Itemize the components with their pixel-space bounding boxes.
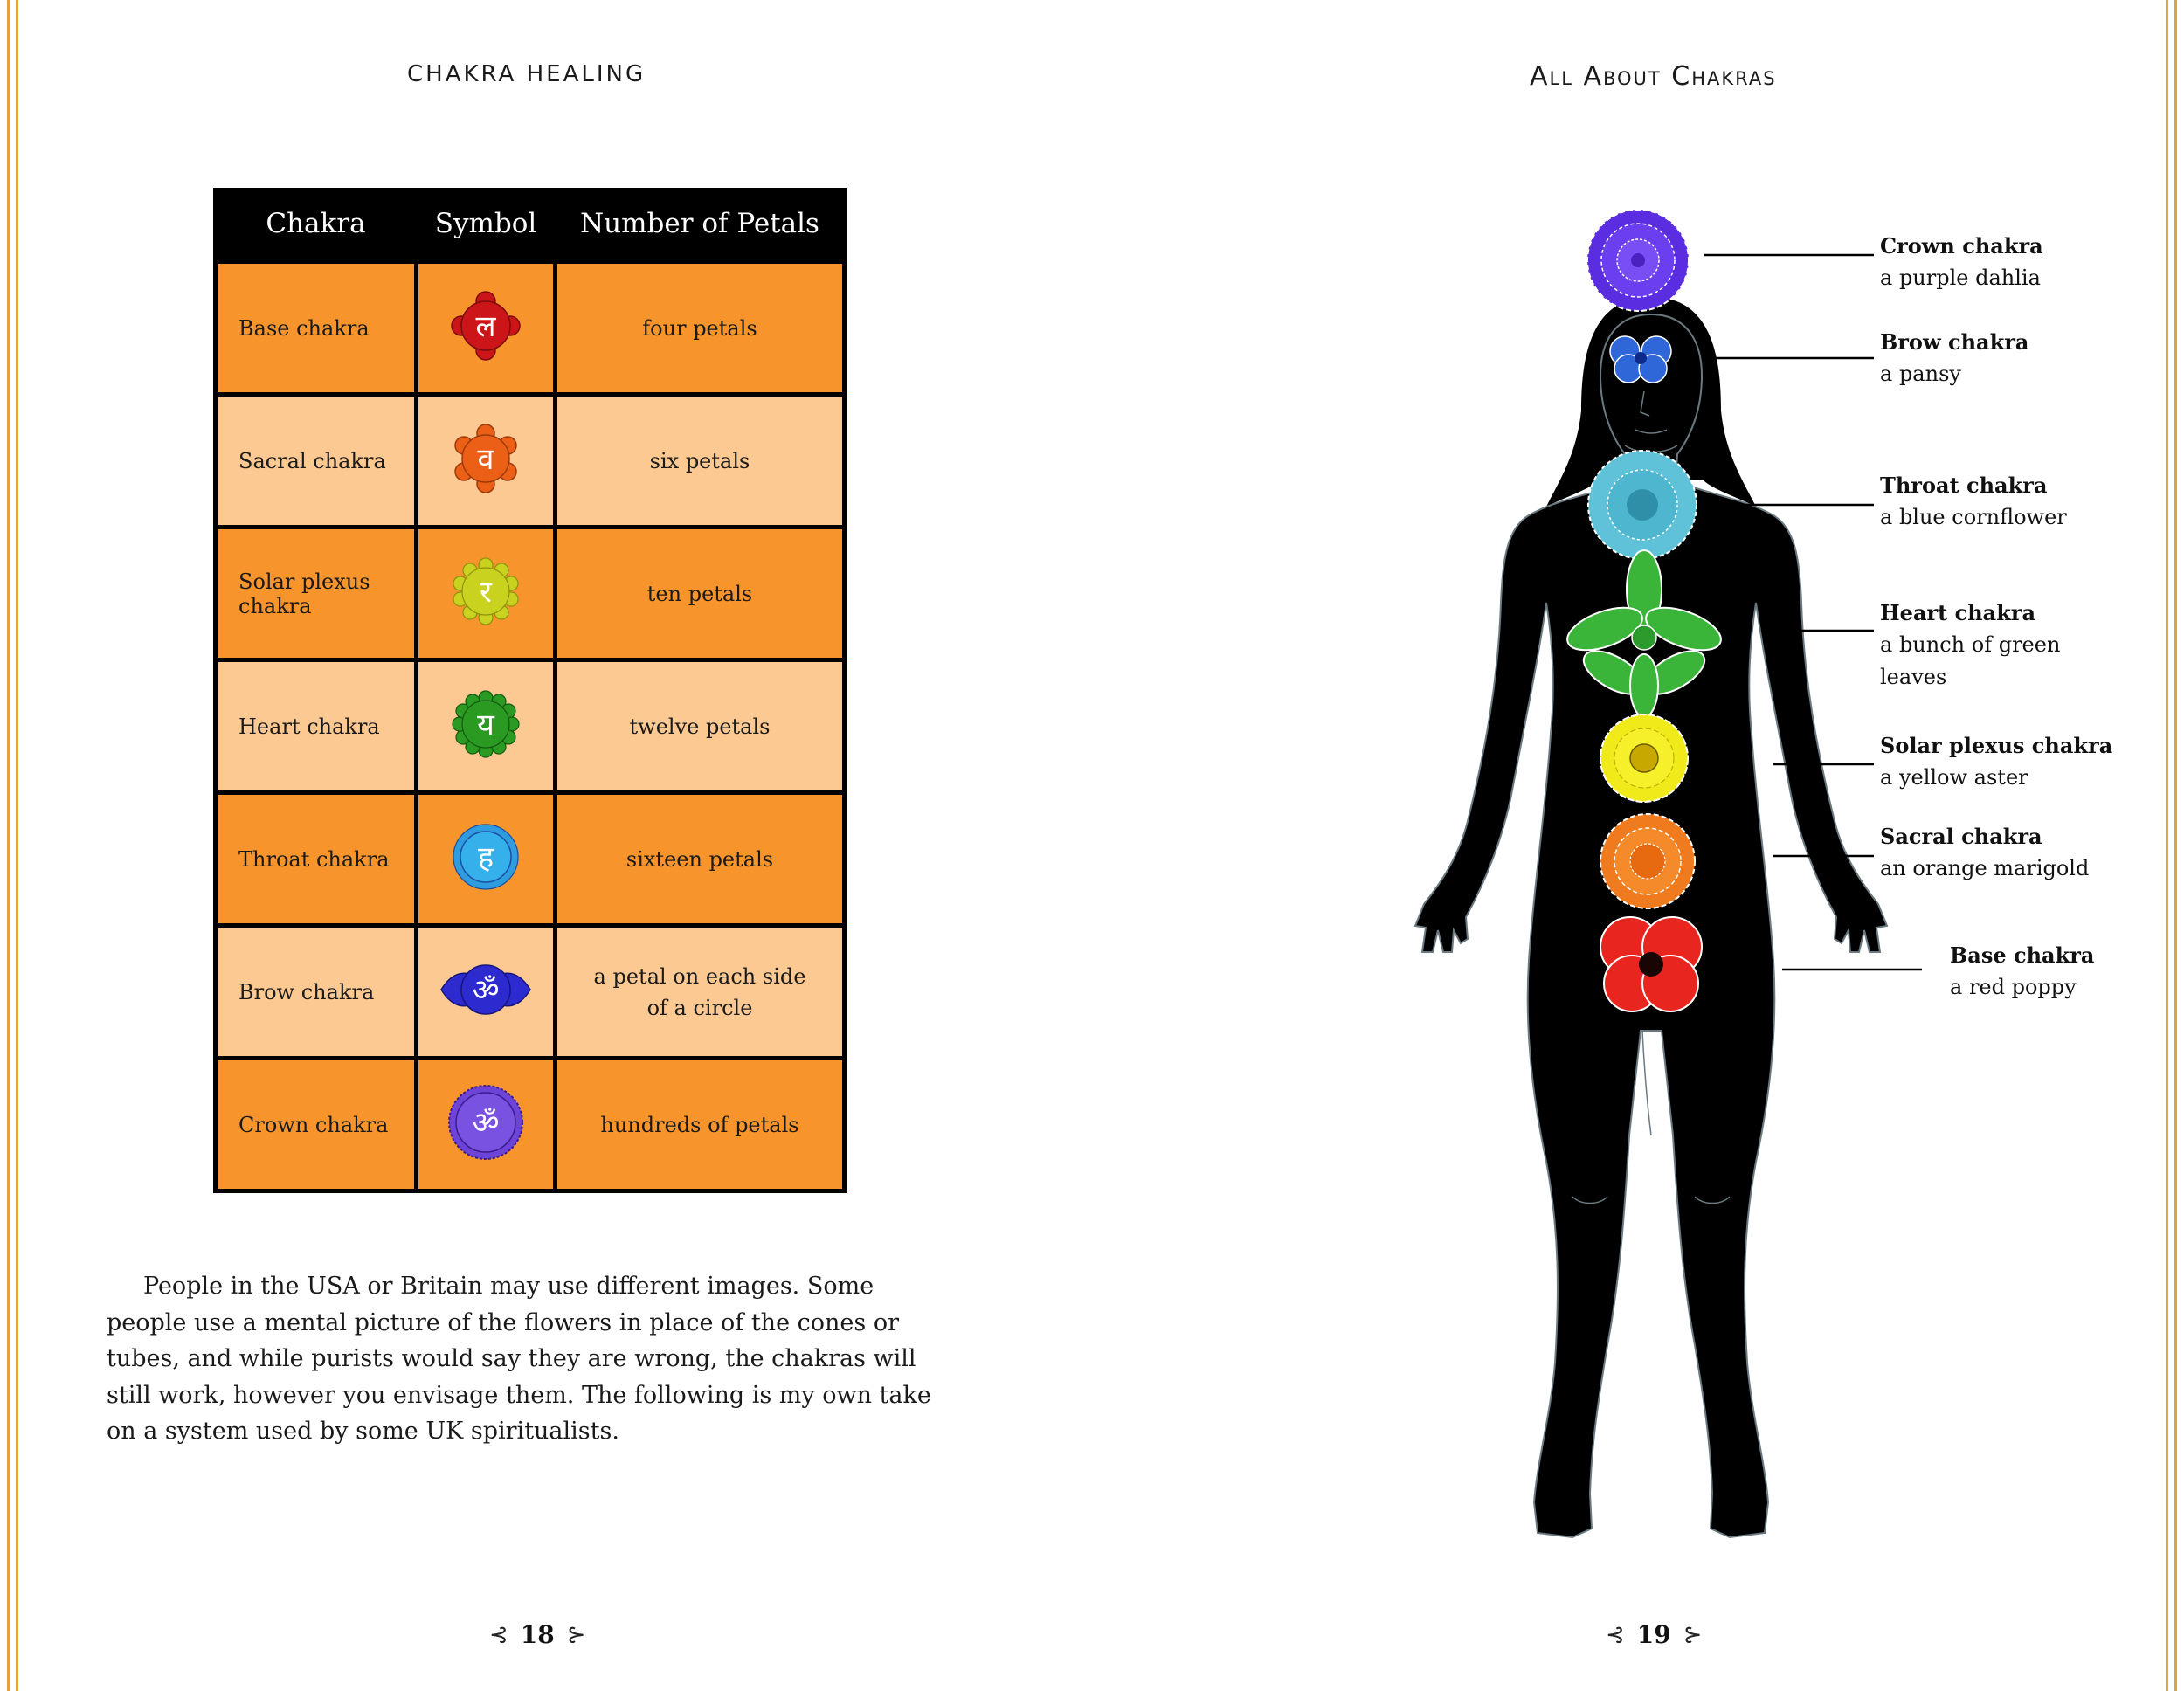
petal-count: hundreds of petals (556, 1059, 845, 1191)
label-title: Solar plexus chakra (1880, 733, 2113, 758)
symbol-glyph: ॐ (472, 1105, 500, 1141)
ornament-right-icon: ⊱ (1683, 1621, 1703, 1648)
page-edge-right-outer (2174, 0, 2177, 1691)
symbol-glyph: व (477, 441, 494, 477)
heart-chakra-symbol-icon (417, 660, 556, 793)
chakra-name: Throat chakra (216, 793, 417, 926)
chakra-name: Crown chakra (216, 1059, 417, 1191)
symbol-glyph: ल (475, 308, 496, 344)
label-title: Brow chakra (1880, 329, 2029, 355)
petal-count: ten petals (556, 528, 845, 660)
table-header-row (216, 188, 845, 262)
ornament-left-icon: ⊰ (1606, 1621, 1625, 1648)
label-solar-plexus (1880, 729, 2112, 794)
label-desc: a yellow aster (1880, 765, 2028, 790)
header-petals: Number of Petals (556, 188, 845, 262)
label-title: Sacral chakra (1880, 824, 2042, 849)
table-row (216, 395, 845, 528)
chakra-name: Base chakra (216, 262, 417, 395)
header-chakra: Chakra (216, 188, 417, 262)
solar-plexus-symbol-icon (417, 528, 556, 660)
petal-count: six petals (556, 395, 845, 528)
label-desc: an orange marigold (1880, 856, 2090, 880)
label-sacral (1880, 820, 2089, 885)
label-desc: a purple dahlia (1880, 266, 2041, 290)
symbol-glyph: र (480, 574, 492, 610)
throat-chakra-symbol-icon (417, 793, 556, 926)
symbol-glyph: य (477, 707, 494, 742)
page-edge-right-inner (2166, 0, 2168, 1691)
table-row (216, 926, 845, 1059)
petal-count: twelve petals (556, 660, 845, 793)
table-row (216, 660, 845, 793)
chakra-table (213, 188, 847, 1193)
running-head-left: CHAKRA HEALING (407, 61, 646, 87)
chakra-name: Sacral chakra (216, 395, 417, 528)
label-title: Base chakra (1950, 942, 2095, 968)
table-row (216, 1059, 845, 1191)
throat-cornflower-icon (1588, 451, 1697, 559)
human-figure-illustration (1363, 192, 1922, 1563)
ornament-right-icon: ⊱ (566, 1621, 586, 1648)
table-row (216, 262, 845, 395)
table-row (216, 528, 845, 660)
solar-plexus-aster-icon (1600, 714, 1688, 802)
label-title: Crown chakra (1880, 233, 2043, 259)
brow-chakra-symbol-icon (417, 926, 556, 1059)
label-desc: a bunch of green leaves (1880, 632, 2061, 689)
page-number-right (1606, 1620, 1703, 1649)
label-throat (1880, 469, 2067, 534)
chakra-name: Heart chakra (216, 660, 417, 793)
ornament-left-icon: ⊰ (489, 1621, 508, 1648)
header-symbol: Symbol (417, 188, 556, 262)
page-number-left (489, 1620, 586, 1649)
page-number: 19 (1636, 1620, 1671, 1649)
label-base (1950, 939, 2094, 1004)
body-paragraph: People in the USA or Britain may use different images. Some people use a mental picture of the flowers in place of the cones or tubes, and while purists would say they are wrong, the chakras will still work, however you envisage them. The following is my own take on a system used by some UK spiritualists. (107, 1273, 931, 1445)
label-brow (1880, 326, 2028, 390)
table-row (216, 793, 845, 926)
petal-count: a petal on each side of a circle (556, 926, 845, 1059)
chakra-name: Brow chakra (216, 926, 417, 1059)
symbol-glyph: ॐ (472, 972, 500, 1008)
crown-chakra-symbol-icon (417, 1059, 556, 1191)
symbol-glyph: ह (477, 839, 494, 875)
chakra-name: Solar plexus chakra (216, 528, 417, 660)
base-chakra-symbol-icon (417, 262, 556, 395)
base-poppy-icon (1600, 917, 1702, 1011)
running-head-right: All About Chakras (1530, 61, 1777, 92)
page-edge-left-outer (7, 0, 10, 1691)
label-desc: a blue cornflower (1880, 505, 2067, 529)
page-number: 18 (520, 1620, 555, 1649)
crown-dahlia-icon (1587, 210, 1689, 311)
label-title: Heart chakra (1880, 600, 2036, 625)
petal-count: sixteen petals (556, 793, 845, 926)
label-desc: a red poppy (1950, 975, 2077, 999)
label-desc: a pansy (1880, 362, 1961, 386)
sacral-marigold-icon (1600, 814, 1695, 908)
label-crown (1880, 230, 2043, 294)
sacral-chakra-symbol-icon (417, 395, 556, 528)
label-title: Throat chakra (1880, 473, 2048, 498)
petal-count: four petals (556, 262, 845, 395)
page-edge-left-inner (16, 0, 18, 1691)
label-heart (1880, 597, 2072, 694)
